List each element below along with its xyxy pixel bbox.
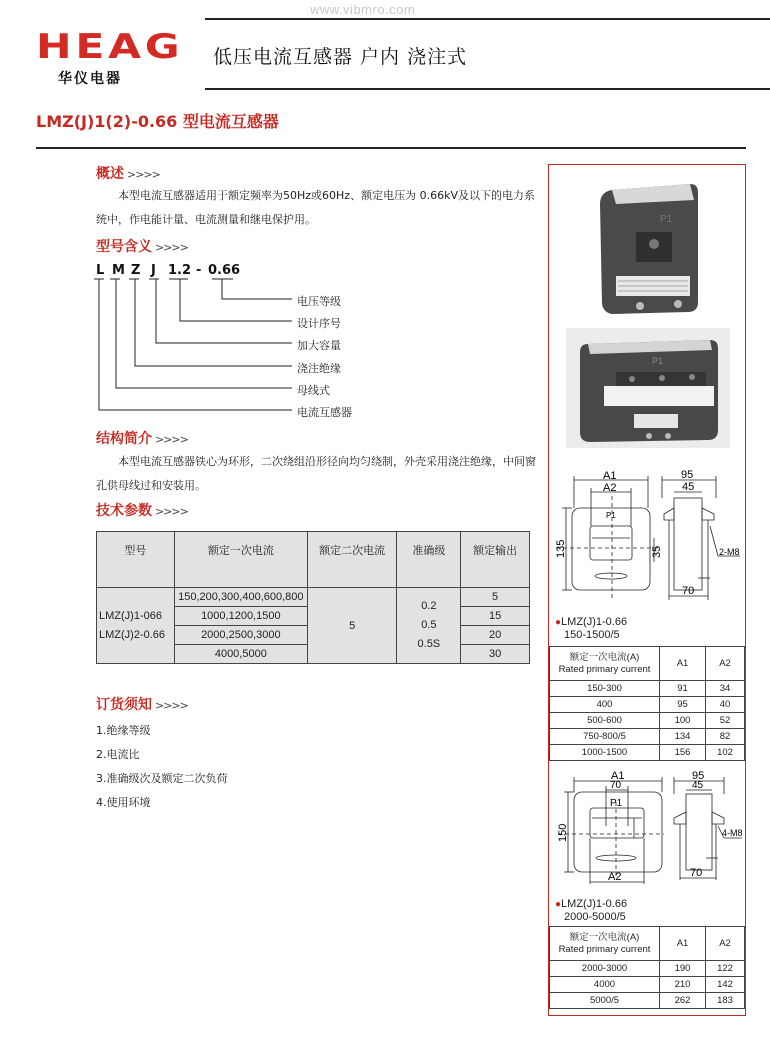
accuracy-class: 0.5S (417, 638, 441, 650)
bullet-dot-icon: ● (555, 899, 562, 910)
dim-table1-caption (555, 616, 627, 642)
cell-current: 2000-3000 (550, 961, 660, 977)
code-part-j: J (151, 263, 156, 278)
dim-height: 135 (555, 539, 567, 558)
rated-output-cell: 20 (461, 626, 530, 645)
tech-params-table (96, 531, 530, 664)
code-part-z: Z (131, 263, 141, 278)
col-header-rated-primary (550, 647, 660, 681)
col-header-en: Rated primary current (558, 943, 651, 955)
rated-output-cell: 5 (461, 588, 530, 607)
cell-a2: 142 (706, 977, 745, 993)
legend-cast-insulation: 浇注绝缘 (297, 362, 341, 375)
cell-current: 5000/5 (550, 993, 660, 1009)
rated-output-cell: 15 (461, 607, 530, 626)
brand-logo (36, 27, 184, 88)
table-row (550, 681, 745, 697)
logo-brand-text: HEAG (36, 27, 184, 67)
dim-width-base: 70 (690, 867, 703, 879)
dim-a1: A1 (603, 470, 617, 482)
structure-text: 本型电流互感器铁心为环形，二次绕组沿形径向均匀绕制，外壳采用浇注绝缘，中间窗孔供母线过和安装用。 (96, 455, 536, 492)
logo-subtitle: 华仪电器 (58, 71, 122, 87)
header-title: 低压电流互感器 户内 浇注式 (213, 46, 468, 68)
dim-height: 150 (557, 823, 569, 842)
cell-current: 4000 (550, 977, 660, 993)
primary-current-cell: 4000,5000 (174, 645, 307, 664)
table-row (550, 993, 745, 1009)
dim-a1: A1 (611, 770, 625, 782)
model-2: LMZ(J)2-0.66 (99, 628, 166, 641)
col-header-a1: A1 (660, 647, 706, 681)
bullet-dot-icon: ● (555, 617, 562, 628)
overview-text: 本型电流互感器适用于额定频率为50Hz或60Hz、额定电压为 0.66kV及以下的电力系统中，作电能计量、电流测量和继电保护用。 (96, 189, 535, 226)
chevrons-icon: >>>> (155, 699, 188, 712)
cell-current: 400 (550, 697, 660, 713)
table-row (550, 745, 745, 761)
cell-a1: 262 (660, 993, 706, 1009)
dim-a2: A2 (608, 871, 622, 883)
chevrons-icon: >>>> (155, 241, 188, 254)
dim-table2-model: LMZ(J)1-0.66 (561, 898, 628, 910)
cell-current: 1000-1500 (550, 745, 660, 761)
col-header-rated-output: 额定输出 (461, 532, 530, 588)
primary-current-cell: 150,200,300,400,600,800 (174, 588, 307, 607)
legend-current-transformer: 电流互感器 (297, 406, 352, 419)
section-heading-text: 订货须知 (96, 697, 152, 713)
dimension-drawing-large (548, 766, 746, 886)
cell-a1: 100 (660, 713, 706, 729)
header-bottom-rule (205, 88, 770, 90)
watermark: www.vibmro.com (310, 2, 416, 17)
section-heading-ordering (96, 694, 188, 714)
code-part-voltage: 0.66 (208, 263, 241, 278)
dim-table2-range: 2000-5000/5 (564, 911, 626, 923)
order-item: 2.电流比 (96, 748, 140, 761)
col-header-cn: 额定一次电流(A) (569, 931, 640, 943)
section-heading-tech-params (96, 500, 188, 520)
order-item: 1.绝缘等级 (96, 724, 151, 737)
accuracy-class: 0.5 (421, 619, 437, 631)
product-title: LMZ(J)1(2)-0.66 型电流互感器 (36, 112, 279, 131)
dim-bolt: 4-M8 (722, 828, 743, 838)
dim-width-body: 45 (692, 780, 704, 791)
col-header-en: Rated primary current (558, 663, 651, 675)
order-item: 4.使用环境 (96, 796, 151, 809)
table-row (97, 588, 530, 607)
dimension-drawing-small (548, 468, 746, 610)
cell-a1: 210 (660, 977, 706, 993)
col-header-model: 型号 (97, 532, 175, 588)
cell-a2: 183 (706, 993, 745, 1009)
chevrons-icon: >>>> (155, 505, 188, 518)
dim-table1-range: 150-1500/5 (564, 629, 620, 641)
title-rule (36, 147, 746, 149)
model-1: LMZ(J)1-066 (99, 609, 162, 622)
section-heading-text: 概述 (96, 166, 124, 182)
cell-a2: 122 (706, 961, 745, 977)
dim-width-body: 45 (682, 481, 695, 493)
dimension-table-2 (549, 926, 745, 1009)
code-part-m: M (112, 263, 125, 278)
dim-width-total: 95 (692, 770, 705, 782)
model-code-connector-lines (90, 278, 300, 418)
legend-voltage-level: 电压等级 (297, 295, 341, 308)
code-part-series: 1.2 (168, 263, 192, 278)
legend-design-serial: 设计序号 (297, 317, 341, 330)
table-header-row (97, 532, 530, 588)
code-part-l: L (96, 263, 105, 278)
section-heading-text: 型号含义 (96, 239, 152, 255)
product-photo-small (590, 182, 710, 322)
cell-a2: 34 (706, 681, 745, 697)
table-header-row (550, 647, 745, 681)
cell-current: 500-600 (550, 713, 660, 729)
section-heading-overview (96, 163, 160, 183)
col-header-a2: A2 (706, 647, 745, 681)
rated-output-cell: 30 (461, 645, 530, 664)
cell-a1: 91 (660, 681, 706, 697)
section-heading-text: 技术参数 (96, 503, 152, 519)
cell-a1: 95 (660, 697, 706, 713)
col-header-accuracy: 准确级 (397, 532, 461, 588)
dim-width-base: 70 (682, 585, 695, 597)
cell-a2: 40 (706, 697, 745, 713)
primary-current-cell: 1000,1200,1500 (174, 607, 307, 626)
cell-a1: 134 (660, 729, 706, 745)
table-row (550, 977, 745, 993)
cell-current: 150-300 (550, 681, 660, 697)
dim-window: 70 (610, 780, 622, 791)
dimension-table-1 (549, 646, 745, 761)
secondary-current-cell: 5 (307, 588, 397, 664)
cell-a1: 156 (660, 745, 706, 761)
dim-bolt: 2-M8 (719, 547, 740, 557)
legend-busbar-type: 母线式 (297, 384, 330, 397)
product-photo-large (574, 334, 724, 446)
cell-a2: 102 (706, 745, 745, 761)
cell-current: 750-800/5 (550, 729, 660, 745)
col-header-cn: 额定一次电流(A) (569, 651, 640, 663)
code-part-dash: - (196, 263, 202, 278)
col-header-primary-current: 额定一次电流 (174, 532, 307, 588)
chevrons-icon: >>>> (155, 433, 188, 446)
p1-marking: P1 (660, 214, 673, 225)
table-row (550, 713, 745, 729)
table-header-row (550, 927, 745, 961)
dim-center: 35 (651, 545, 663, 558)
table-row (550, 961, 745, 977)
accuracy-cell (397, 588, 461, 664)
table-row (550, 729, 745, 745)
order-item: 3.准确级次及额定二次负荷 (96, 772, 228, 785)
section-heading-model-meaning (96, 236, 188, 256)
cell-a2: 52 (706, 713, 745, 729)
dim-a2: A2 (603, 482, 617, 494)
model-cell (97, 588, 175, 664)
dim-p1: P1 (610, 798, 623, 809)
section-heading-structure (96, 428, 188, 448)
header-top-rule (205, 18, 770, 20)
dim-table2-caption (555, 898, 627, 924)
col-header-a2: A2 (706, 927, 745, 961)
dim-width-total: 95 (681, 469, 694, 481)
cell-a2: 82 (706, 729, 745, 745)
cell-a1: 190 (660, 961, 706, 977)
primary-current-cell: 2000,2500,3000 (174, 626, 307, 645)
col-header-a1: A1 (660, 927, 706, 961)
legend-increased-capacity: 加大容量 (297, 339, 341, 352)
table-row (550, 697, 745, 713)
accuracy-class: 0.2 (421, 600, 437, 612)
col-header-secondary-current: 额定二次电流 (307, 532, 397, 588)
p1-marking: P1 (652, 356, 664, 366)
dim-p1: P1 (606, 511, 616, 520)
col-header-rated-primary (550, 927, 660, 961)
section-heading-text: 结构简介 (96, 431, 152, 447)
chevrons-icon: >>>> (127, 168, 160, 181)
dim-table1-model: LMZ(J)1-0.66 (561, 616, 628, 628)
